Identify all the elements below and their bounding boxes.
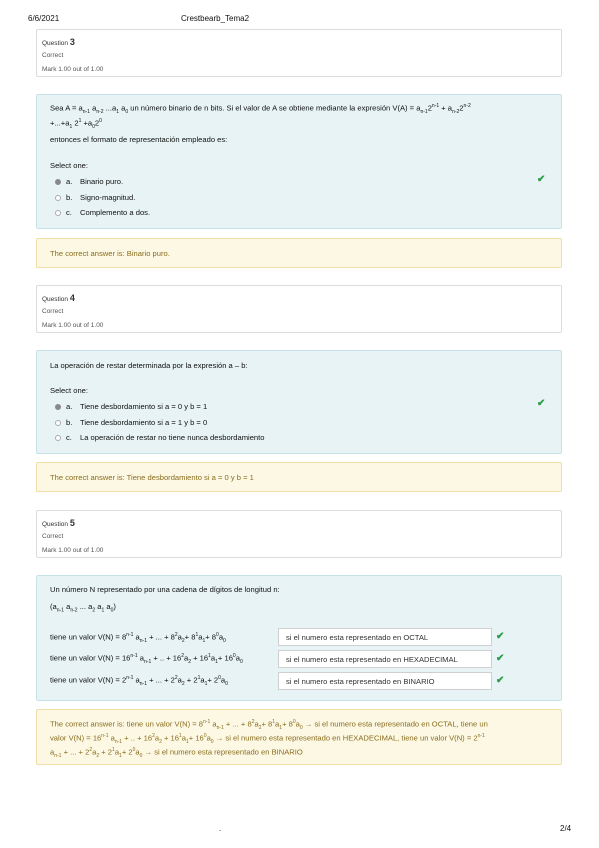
question-5-feedback bbox=[36, 709, 562, 765]
radio-icon[interactable] bbox=[55, 435, 61, 441]
question-4-info bbox=[36, 285, 562, 333]
check-icon: ✔ bbox=[496, 631, 505, 642]
feedback-text: The correct answer is: tiene un valor $V(N) = 8^{n-1}$ $a_{n-1}$ + ... + $8^2a_2+ 8^1a_1+ 8^0a_0$ → si el numero esta representado en OCTAL, tiene un bbox=[50, 719, 488, 732]
feedback-text: valor $V(N) = 16^{n-1}$ $a_{n-1}$ + .. + $16^2a_2 + 16^1a_1+ 16^0a_0$ → si el numero esta representado en HEXADECIMAL, tiene un valor $V(N) = 2^{n-1}$ bbox=[50, 733, 485, 746]
print-date: 6/6/2021 bbox=[28, 14, 60, 23]
option-b[interactable]: b. Signo-magnitud. bbox=[55, 193, 135, 202]
print-title: Crestbearb_Tema2 bbox=[181, 14, 250, 23]
radio-icon[interactable] bbox=[55, 404, 61, 410]
feedback-text: The correct answer is: Binario puro. bbox=[50, 249, 170, 258]
question-text-line: $+...+a_1$ $2^1 +a_02^0$ bbox=[50, 118, 102, 131]
answer-select-hexadecimal[interactable]: si el numero esta representado en HEXADECIMAL bbox=[278, 650, 492, 668]
radio-icon[interactable] bbox=[55, 210, 61, 216]
check-icon: ✔ bbox=[537, 174, 546, 185]
answer-select-binario[interactable]: si el numero esta representado en BINARIO bbox=[278, 672, 492, 690]
footer-dot: . bbox=[219, 824, 222, 833]
question-status: Correct bbox=[42, 308, 64, 315]
page-number: 2/4 bbox=[560, 824, 572, 833]
question-mark: Mark 1.00 out of 1.00 bbox=[42, 66, 104, 73]
question-5-info bbox=[36, 510, 562, 558]
match-row-expression: tiene un valor $V(N) = 2^{n-1}$ $a_{n-1}$ + ... + $2^2a_2 + 2^1a_1+ 2^0a_0$ bbox=[50, 675, 228, 688]
radio-icon[interactable] bbox=[55, 195, 61, 201]
question-4-text bbox=[36, 350, 562, 454]
question-status: Correct bbox=[42, 52, 64, 59]
check-icon: ✔ bbox=[537, 398, 546, 409]
check-icon: ✔ bbox=[496, 653, 505, 664]
question-mark: Mark 1.00 out of 1.00 bbox=[42, 322, 104, 329]
option-c[interactable]: c. La operación de restar no tiene nunca desbordamiento bbox=[55, 433, 265, 442]
feedback-text: The correct answer is: Tiene desbordamiento si a = 0 y b = 1 bbox=[50, 473, 254, 482]
answer-select-octal[interactable]: si el numero esta representado en OCTAL bbox=[278, 628, 492, 646]
feedback-text: $a_{n-1}$ + ... + $2^2a_2 + 2^1a_1+ 2^0a_0$ → si el numero esta representado en BINARIO bbox=[50, 747, 303, 760]
select-one-label: Select one: bbox=[50, 161, 88, 170]
question-3-info bbox=[36, 29, 562, 77]
radio-icon[interactable] bbox=[55, 179, 61, 185]
option-b[interactable]: b. Tiene desbordamiento si a = 1 y b = 0 bbox=[55, 418, 207, 427]
question-number: Question 3 bbox=[42, 37, 75, 47]
question-mark: Mark 1.00 out of 1.00 bbox=[42, 547, 104, 554]
option-a[interactable]: a. Tiene desbordamiento si a = 0 y b = 1 bbox=[55, 402, 207, 411]
question-3-text bbox=[36, 94, 562, 229]
question-text-line: Un número N representado por una cadena de dígitos de longitud n: bbox=[50, 585, 280, 594]
question-4-feedback bbox=[36, 462, 562, 492]
question-text-line: La operación de restar determinada por la expresión a – b: bbox=[50, 361, 248, 370]
question-text-line: ($a_{n-1}$ $a_{n-2}$ ... $a_2$ $a_1$ $a_0$) bbox=[50, 602, 116, 614]
question-text-line: Sea $A = a_{n-1}$ $a_{n-2}$ $...a_1$ $a_0$ un número binario de n bits. Si el valor de A se obtiene mediante la expresión $V(A) = a_{n-1}2^{n-1} + a_{n-2}2^{n-2}$ bbox=[50, 103, 471, 116]
option-c[interactable]: c. Complemento a dos. bbox=[55, 208, 150, 217]
question-status: Correct bbox=[42, 533, 64, 540]
question-5-text bbox=[36, 575, 562, 701]
question-3-feedback bbox=[36, 238, 562, 268]
match-row-expression: tiene un valor $V(N) = 16^{n-1}$ $a_{n-1}$ + .. + $16^2a_2 + 16^1a_1+ 16^0a_0$ bbox=[50, 653, 243, 666]
question-text-line: entonces el formato de representación empleado es: bbox=[50, 135, 228, 144]
match-row-expression: tiene un valor $V(N) = 8^{n-1}$ $a_{n-1}$ + ... + $8^2a_2+ 8^1a_1+ 8^0a_0$ bbox=[50, 632, 226, 645]
question-number: Question 5 bbox=[42, 518, 75, 528]
question-number: Question 4 bbox=[42, 293, 75, 303]
option-a[interactable]: a. Binario puro. bbox=[55, 177, 123, 186]
select-one-label: Select one: bbox=[50, 386, 88, 395]
radio-icon[interactable] bbox=[55, 420, 61, 426]
check-icon: ✔ bbox=[496, 675, 505, 686]
